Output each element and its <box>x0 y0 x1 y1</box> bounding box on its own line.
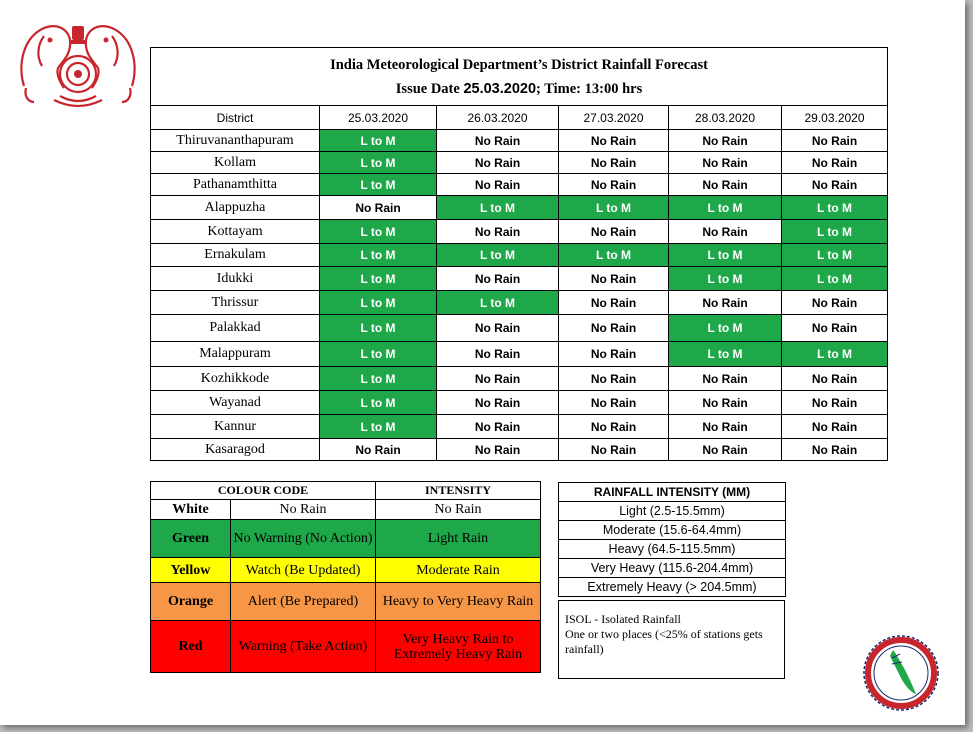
district-row <box>151 174 888 196</box>
forecast-cell: No Rain <box>669 291 782 315</box>
forecast-cell: L to M <box>320 291 437 315</box>
district-row <box>151 415 888 439</box>
forecast-cell: No Rain <box>559 439 669 461</box>
district-row <box>151 267 888 291</box>
forecast-title <box>151 48 888 106</box>
forecast-cell: L to M <box>782 220 888 244</box>
forecast-cell: No Rain <box>669 367 782 391</box>
legend-meaning: Alert (Be Prepared) <box>231 583 376 621</box>
legend-meaning: Warning (Take Action) <box>231 621 376 673</box>
forecast-cell: L to M <box>669 196 782 220</box>
forecast-cell: No Rain <box>782 174 888 196</box>
district-name: Wayanad <box>151 391 320 415</box>
forecast-cell: No Rain <box>559 315 669 342</box>
forecast-cell: L to M <box>782 267 888 291</box>
forecast-cell: No Rain <box>437 439 559 461</box>
rainfall-intensity-table <box>558 482 786 597</box>
forecast-cell: No Rain <box>782 439 888 461</box>
district-row <box>151 315 888 342</box>
legend-meaning: No Warning (No Action) <box>231 520 376 558</box>
forecast-cell: L to M <box>669 267 782 291</box>
forecast-cell: L to M <box>782 342 888 367</box>
legend-intensity: No Rain <box>376 500 541 520</box>
forecast-cell: L to M <box>320 391 437 415</box>
forecast-cell: No Rain <box>320 439 437 461</box>
legend-row-white <box>151 500 541 520</box>
forecast-cell: L to M <box>320 315 437 342</box>
forecast-cell: No Rain <box>559 152 669 174</box>
forecast-cell: L to M <box>320 152 437 174</box>
forecast-header-row <box>151 106 888 130</box>
district-name: Thrissur <box>151 291 320 315</box>
forecast-issue-line <box>151 77 887 101</box>
forecast-cell: L to M <box>320 130 437 152</box>
intensity-row: Light (2.5-15.5mm) <box>559 502 786 521</box>
forecast-cell: L to M <box>320 244 437 267</box>
date-column-header: 27.03.2020 <box>559 106 669 130</box>
legend-row-red <box>151 621 541 673</box>
forecast-cell: No Rain <box>437 342 559 367</box>
forecast-cell: No Rain <box>437 367 559 391</box>
legend-meaning: Watch (Be Updated) <box>231 558 376 583</box>
kerala-emblem-icon <box>14 16 142 108</box>
district-name: Alappuzha <box>151 196 320 220</box>
forecast-cell: L to M <box>782 244 888 267</box>
forecast-cell: No Rain <box>559 130 669 152</box>
legend-intensity: Heavy to Very Heavy Rain <box>376 583 541 621</box>
district-row <box>151 391 888 415</box>
issue-prefix: Issue Date <box>395 80 460 97</box>
district-name: Kottayam <box>151 220 320 244</box>
forecast-cell: L to M <box>320 267 437 291</box>
forecast-cell: L to M <box>782 196 888 220</box>
forecast-cell: No Rain <box>437 220 559 244</box>
forecast-cell: No Rain <box>782 130 888 152</box>
forecast-cell: No Rain <box>559 291 669 315</box>
date-column-header: 28.03.2020 <box>669 106 782 130</box>
forecast-cell: L to M <box>669 315 782 342</box>
intensity-row: Moderate (15.6-64.4mm) <box>559 521 786 540</box>
forecast-cell: No Rain <box>437 415 559 439</box>
legend-colour-header: COLOUR CODE <box>151 482 376 500</box>
legend-row-green <box>151 520 541 558</box>
forecast-cell: L to M <box>559 244 669 267</box>
legend-colour-name: Yellow <box>151 558 231 583</box>
district-row <box>151 220 888 244</box>
forecast-cell: No Rain <box>669 415 782 439</box>
forecast-cell: No Rain <box>437 152 559 174</box>
forecast-cell: No Rain <box>559 367 669 391</box>
date-column-header: 29.03.2020 <box>782 106 888 130</box>
forecast-cell: L to M <box>437 196 559 220</box>
forecast-cell: No Rain <box>559 267 669 291</box>
district-name: Kollam <box>151 152 320 174</box>
forecast-cell: No Rain <box>669 439 782 461</box>
legend-colour-name: Red <box>151 621 231 673</box>
legend-colour-name: White <box>151 500 231 520</box>
date-column-header: 25.03.2020 <box>320 106 437 130</box>
legend-meaning: No Rain <box>231 500 376 520</box>
forecast-cell: No Rain <box>669 391 782 415</box>
district-row <box>151 130 888 152</box>
forecast-cell: No Rain <box>559 174 669 196</box>
forecast-cell: L to M <box>669 244 782 267</box>
forecast-cell: No Rain <box>782 152 888 174</box>
forecast-cell: No Rain <box>320 196 437 220</box>
issue-time: ; Time: 13:00 hrs <box>536 80 643 97</box>
forecast-cell: No Rain <box>782 315 888 342</box>
forecast-cell: L to M <box>320 220 437 244</box>
district-forecast-table <box>150 47 888 461</box>
forecast-cell: L to M <box>320 174 437 196</box>
district-row <box>151 439 888 461</box>
intensity-row: Heavy (64.5-115.5mm) <box>559 540 786 559</box>
district-name: Thiruvananthapuram <box>151 130 320 152</box>
district-row <box>151 244 888 267</box>
district-row <box>151 342 888 367</box>
district-name: Palakkad <box>151 315 320 342</box>
district-name: Kasaragod <box>151 439 320 461</box>
legend-row-yellow <box>151 558 541 583</box>
forecast-cell: L to M <box>669 342 782 367</box>
district-name: Ernakulam <box>151 244 320 267</box>
legend-intensity-header: INTENSITY <box>376 482 541 500</box>
forecast-cell: L to M <box>437 291 559 315</box>
intensity-title: RAINFALL INTENSITY (MM) <box>559 483 786 502</box>
isol-note <box>558 600 785 679</box>
forecast-cell: No Rain <box>437 174 559 196</box>
forecast-cell: No Rain <box>437 315 559 342</box>
forecast-cell: No Rain <box>559 415 669 439</box>
forecast-cell: No Rain <box>669 152 782 174</box>
forecast-cell: No Rain <box>559 220 669 244</box>
district-row <box>151 152 888 174</box>
district-row <box>151 196 888 220</box>
colour-code-legend <box>150 481 541 673</box>
district-row <box>151 367 888 391</box>
forecast-cell: No Rain <box>437 391 559 415</box>
forecast-cell: No Rain <box>669 130 782 152</box>
issue-date: 25.03.2020 <box>463 80 537 97</box>
district-name: Pathanamthitta <box>151 174 320 196</box>
date-column-header: 26.03.2020 <box>437 106 559 130</box>
forecast-cell: L to M <box>559 196 669 220</box>
forecast-cell: L to M <box>320 415 437 439</box>
forecast-cell: No Rain <box>782 415 888 439</box>
district-row <box>151 291 888 315</box>
legend-intensity: Very Heavy Rain to Extremely Heavy Rain <box>376 621 541 673</box>
forecast-cell: No Rain <box>437 130 559 152</box>
forecast-cell: No Rain <box>559 391 669 415</box>
forecast-cell: L to M <box>320 367 437 391</box>
forecast-cell: No Rain <box>782 291 888 315</box>
isol-note-line1: ISOL - Isolated Rainfall <box>565 612 681 626</box>
legend-intensity: Moderate Rain <box>376 558 541 583</box>
district-name: Malappuram <box>151 342 320 367</box>
forecast-cell: No Rain <box>782 391 888 415</box>
legend-row-orange <box>151 583 541 621</box>
legend-colour-name: Green <box>151 520 231 558</box>
forecast-cell: L to M <box>320 342 437 367</box>
intensity-row: Extremely Heavy (> 204.5mm) <box>559 578 786 597</box>
isol-note-line2: One or two places (<25% of stations gets rainfall) <box>565 627 763 656</box>
forecast-cell: L to M <box>437 244 559 267</box>
legend-intensity: Light Rain <box>376 520 541 558</box>
district-name: Kozhikkode <box>151 367 320 391</box>
legend-colour-name: Orange <box>151 583 231 621</box>
forecast-cell: No Rain <box>782 367 888 391</box>
district-column-header: District <box>151 106 320 130</box>
forecast-cell: No Rain <box>559 342 669 367</box>
district-name: Idukki <box>151 267 320 291</box>
forecast-cell: No Rain <box>669 220 782 244</box>
forecast-title-line1: India Meteorological Department’s District Rainfall Forecast <box>330 56 708 73</box>
forecast-cell: No Rain <box>437 267 559 291</box>
forecast-cell: No Rain <box>669 174 782 196</box>
district-name: Kannur <box>151 415 320 439</box>
ksdma-logo-icon <box>862 634 940 712</box>
intensity-row: Very Heavy (115.6-204.4mm) <box>559 559 786 578</box>
